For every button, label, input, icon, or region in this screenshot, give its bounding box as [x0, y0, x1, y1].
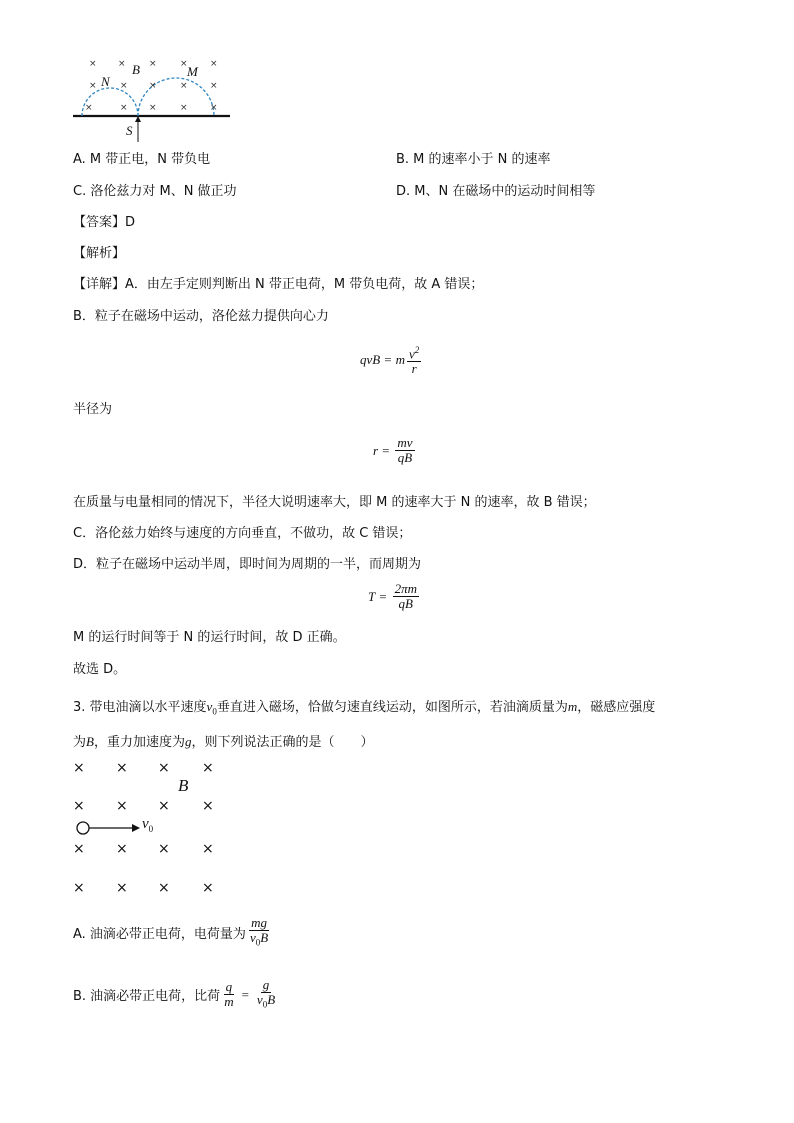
frac-num: 2πm [394, 581, 417, 596]
formula-eq: = [379, 588, 387, 604]
frac-num: mg [251, 915, 267, 930]
oil-drop [77, 822, 89, 834]
detail-d: D．粒子在磁场中运动半周，即时间为周期的一半，而周期为 [73, 557, 422, 572]
field-cross: × [149, 59, 157, 69]
field-cross: × [85, 103, 93, 113]
field-cross: × [116, 880, 128, 896]
q3-option-a [73, 916, 272, 950]
detail-a: 【详解】A．由左手定则判断出 N 带正电荷，M 带负电荷，故 A 错误； [73, 277, 484, 292]
option-b-fraction [255, 978, 277, 1012]
trajectory-figure [70, 55, 235, 145]
field-cross: × [120, 81, 128, 91]
detail-d-conclusion: M 的运行时间等于 N 的运行时间，故 D 正确。 [73, 630, 346, 645]
q3-stem-line2 [73, 733, 374, 752]
frac-den-v: v [256, 992, 263, 1007]
formula-fraction [393, 582, 419, 611]
v-symbol: v [142, 816, 149, 832]
detail-c: C．洛伦兹力始终与速度的方向垂直，不做功，故 C 错误； [73, 526, 412, 541]
radius-text: 半径为 [73, 402, 113, 417]
frac-den-b: B [260, 930, 269, 945]
v-sub: 0 [148, 824, 154, 834]
frac-den-sub: 0 [255, 937, 261, 948]
answer-line: 【答案】D [73, 215, 136, 230]
q3-option-b [73, 978, 279, 1012]
label-b: B [178, 776, 189, 795]
frac-num: q [225, 979, 233, 995]
v0-symbol: v [206, 699, 213, 714]
field-cross: × [202, 841, 214, 857]
frac-den: qB [398, 596, 413, 611]
field-cross: × [89, 81, 97, 91]
formula-lhs: T [368, 588, 376, 604]
frac-den-sub: 0 [262, 999, 268, 1010]
field-cross: × [73, 841, 85, 857]
field-cross: × [158, 880, 170, 896]
field-cross: × [202, 880, 214, 896]
label-n: N [101, 74, 110, 89]
formula-lhs: r [373, 442, 379, 458]
formula-lhs: qvB [360, 351, 381, 367]
option-text: B. 油滴必带正电荷，比荷 [73, 989, 221, 1005]
field-cross: × [202, 798, 214, 814]
field-cross: × [210, 59, 218, 69]
detail-b-conclusion: 在质量与电量相同的情况下，半径大说明速率大，即 M 的速率大于 N 的速率，故 B 错误； [73, 495, 596, 510]
field-cross: × [120, 103, 128, 113]
field-cross: × [116, 760, 128, 776]
stem-text: 垂直进入磁场，恰做匀速直线运动，如图所示，若油滴质量为 [216, 700, 568, 715]
choose-line: 故选 D。 [73, 662, 127, 677]
detail-b: B．粒子在磁场中运动，洛伦兹力提供向心力 [73, 309, 329, 324]
frac-den: qB [397, 450, 413, 465]
stem-text: 为 [73, 735, 87, 750]
field-cross: × [158, 798, 170, 814]
m-symbol: m [567, 699, 578, 714]
field-cross: × [180, 59, 188, 69]
field-cross: × [116, 841, 128, 857]
option-b: B. M 的速率小于 N 的速率 [396, 152, 551, 167]
field-cross: × [149, 81, 157, 91]
formula-eq: = [382, 442, 390, 458]
stem-text: ，则下列说法正确的是（ ） [191, 735, 374, 750]
q3-stem-line1 [73, 698, 655, 721]
label-v0 [142, 816, 153, 834]
formula-m: m [395, 351, 405, 367]
frac-num: g [262, 977, 270, 992]
field-cross: × [210, 81, 218, 91]
field-cross: × [149, 103, 157, 113]
v0-sub: 0 [212, 706, 217, 717]
stem-text: ，重力加速度为 [93, 735, 185, 750]
label-m: M [187, 64, 198, 79]
velocity-arrowhead [132, 824, 140, 832]
g-symbol: g [184, 734, 192, 749]
field-cross: × [210, 103, 218, 113]
formula-fraction [395, 436, 414, 465]
frac-sup: 2 [414, 345, 420, 355]
b-symbol: B [86, 734, 94, 749]
formula-radius [373, 436, 417, 465]
frac-den: r [411, 361, 417, 377]
field-cross: × [180, 103, 188, 113]
frac-den-v: v [249, 930, 256, 945]
frac-num: v [408, 346, 415, 362]
field-cross: × [202, 760, 214, 776]
oil-drop-figure [70, 758, 230, 898]
frac-num: mv [397, 435, 413, 450]
field-cross: × [158, 760, 170, 776]
option-text: A. 油滴必带正电荷，电荷量为 [73, 927, 246, 943]
formula-eq: = [384, 351, 392, 367]
option-d: D. M、N 在磁场中的运动时间相等 [396, 184, 596, 199]
option-a: A. M 带正电，N 带负电 [73, 152, 211, 167]
formula-fraction [407, 343, 421, 376]
label-s: S [126, 123, 133, 138]
frac-den-b: B [267, 992, 276, 1007]
field-cross: × [180, 81, 188, 91]
option-a-fraction [248, 916, 270, 950]
option-c: C. 洛伦兹力对 M、N 做正功 [73, 184, 237, 199]
field-cross: × [73, 798, 85, 814]
field-cross: × [116, 798, 128, 814]
stem-text: ，磁感应强度 [577, 700, 656, 715]
frac-den: m [224, 994, 234, 1010]
field-cross: × [73, 880, 85, 896]
option-b-ratio [222, 980, 235, 1009]
field-cross: × [118, 59, 126, 69]
field-cross: × [89, 59, 97, 69]
analysis-heading: 【解析】 [73, 246, 126, 261]
label-b: B [132, 62, 140, 77]
formula-lorentz [360, 343, 423, 376]
formula-period [368, 582, 421, 611]
field-cross: × [73, 760, 85, 776]
stem-text: 3. 带电油滴以水平速度 [73, 700, 207, 715]
equals-sign: = [241, 986, 249, 1002]
field-cross: × [158, 841, 170, 857]
